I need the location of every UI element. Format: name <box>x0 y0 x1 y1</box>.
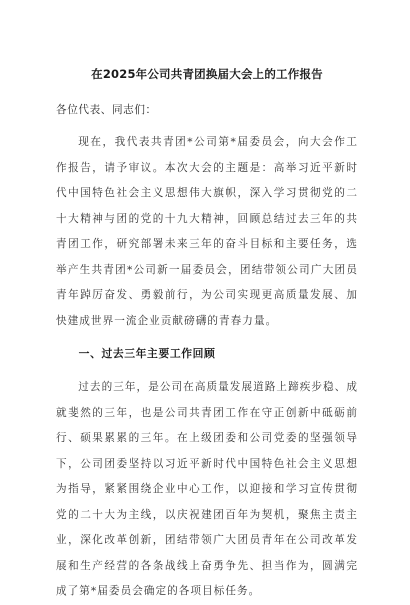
document-title: 在2025年公司共青团换届大会上的工作报告 <box>91 67 323 81</box>
salutation: 各位代表、同志们： <box>56 104 157 116</box>
intro-paragraph: 现在，我代表共青团*公司第*届委员会，向大会作工作报告，请予审议。本次大会的主题是：高举习近平新时代中国特色社会主义思想伟大旗帜，深入学习贯彻党的二十大精神与团的党的十九大精神，回顾总结过去三年的共青团工作，研究部署未来三年的奋斗目标和主要任务，选举产生共青团*公司新一届委员会，团结带领公司广大团员青年踔厉奋发、勇毅前行，为公司实现更高质量发展、加快建成世界一流企业贡献磅礴的青春力量。 <box>56 136 358 327</box>
review-paragraph: 过去的三年，是公司在高质量发展道路上蹄疾步稳、成就斐然的三年，也是公司共青团工作在守正创新中砥砺前行、硕果累累的三年。在上级团委和公司党委的坚强领导下，公司团委坚持以习近平新时代中国特色社会主义思想为指导，紧紧围绕企业中心工作，以迎接和学习宣传贯彻党的二十大为主线，以庆祝建团百年为契机，聚焦主责主业，深化改革创新，团结带领广大团员青年在公司改革发展和生产经营的各条战线上奋勇争先、担当作为，圆满完成了第*届委员会确定的各项目标任务。 <box>56 381 358 597</box>
section-heading: 一、过去三年主要工作回顾 <box>78 347 216 360</box>
